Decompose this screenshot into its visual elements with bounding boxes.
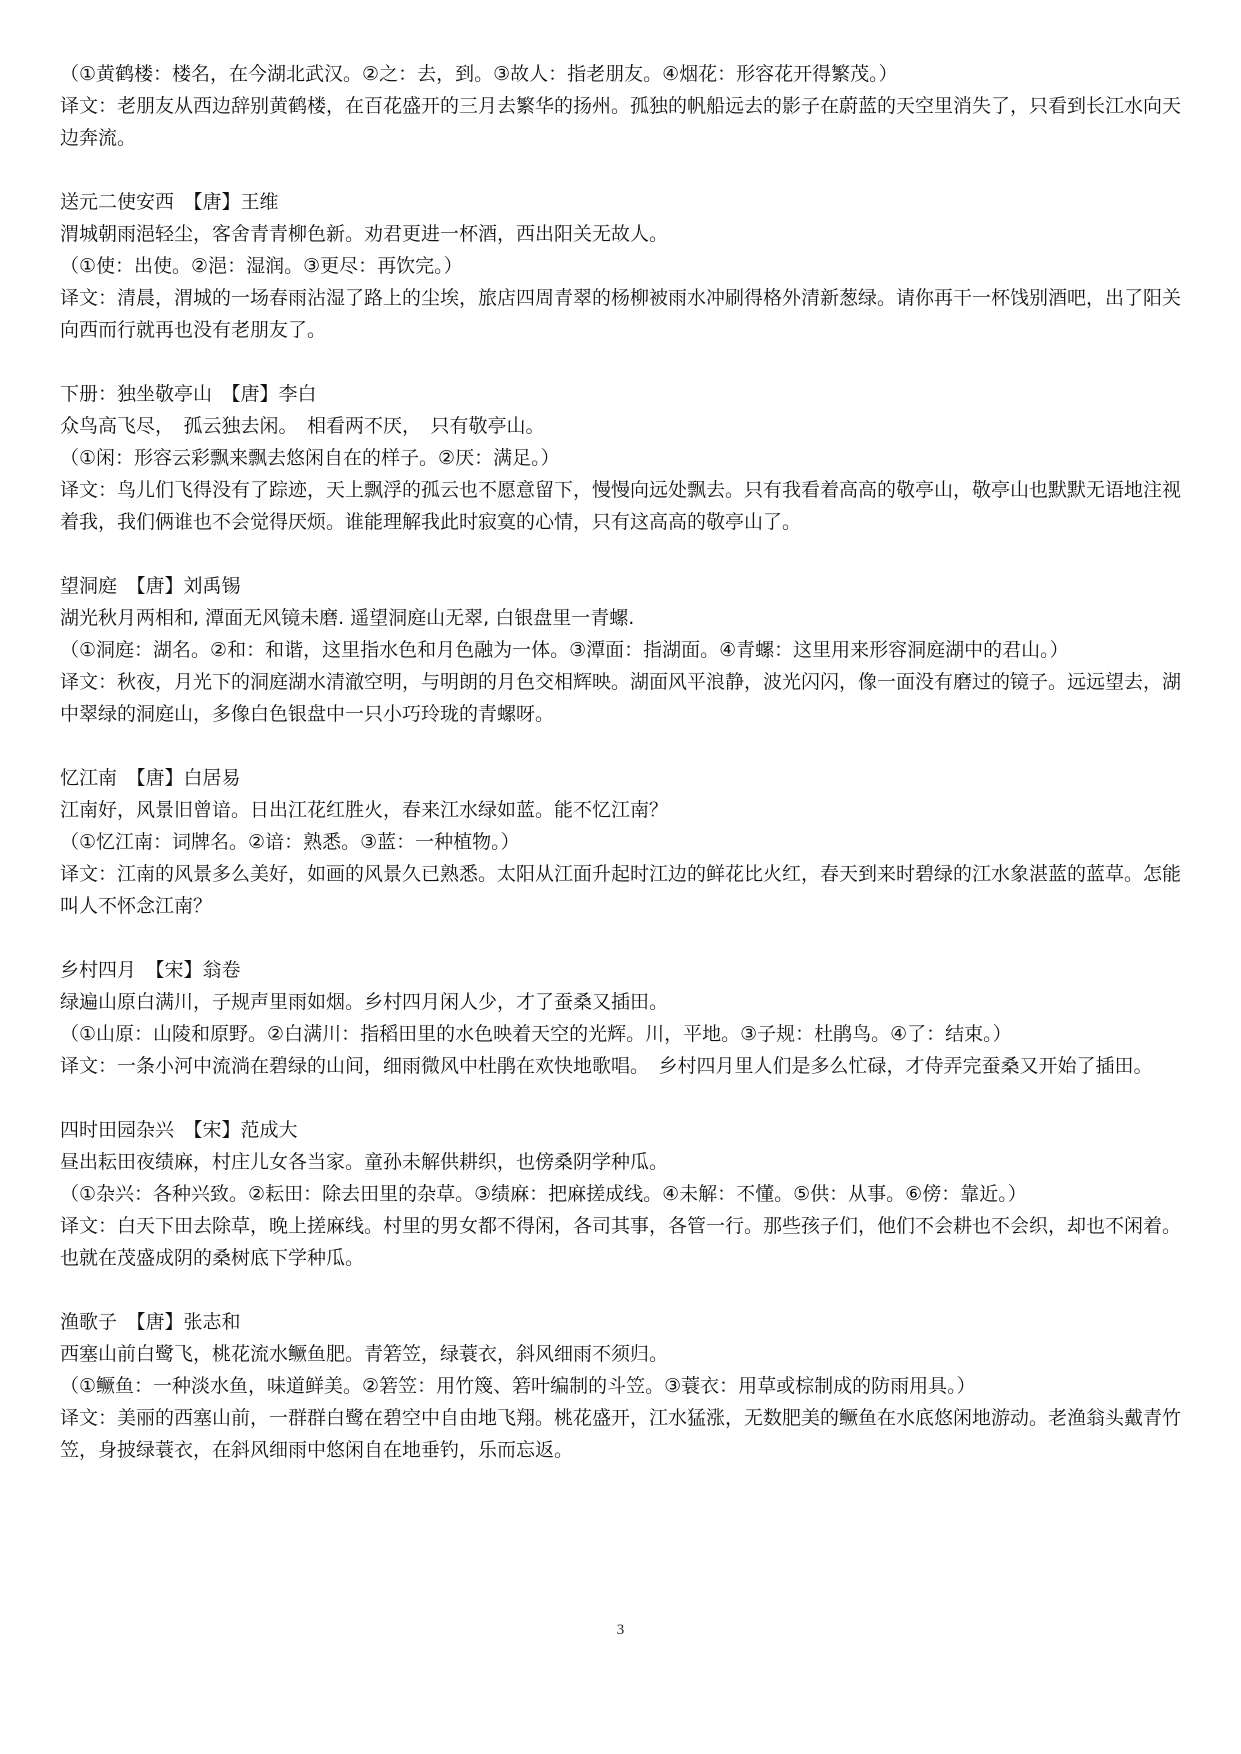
poem-title: 望洞庭 【唐】刘禹锡 xyxy=(60,575,241,597)
poem-notes: （①鳜鱼：一种淡水鱼，味道鲜美。②箬笠：用竹篾、箬叶编制的斗笠。③蓑衣：用草或棕制成的防雨用具。） xyxy=(60,1375,976,1397)
poem-notes: （①洞庭：湖名。②和：和谐，这里指水色和月色融为一体。③潭面：指湖面。④青螺：这里用来形容洞庭湖中的君山。） xyxy=(60,639,1069,661)
document-page xyxy=(60,58,1192,1466)
poem-section xyxy=(60,186,1192,346)
intro-notes: （①黄鹤楼：楼名，在今湖北武汉。②之：去，到。③故人：指老朋友。④烟花：形容花开得繁茂。） xyxy=(60,63,898,85)
intro-section xyxy=(60,58,1192,154)
poem-translation: 译文：美丽的西塞山前，一群群白鹭在碧空中自由地飞翔。桃花盛开，江水猛涨，无数肥美的鳜鱼在水底悠闲地游动。老渔翁头戴青竹笠，身披绿蓑衣，在斜风细雨中悠闲自在地垂钓，乐而忘返。 xyxy=(60,1407,1182,1461)
poem-section xyxy=(60,1306,1192,1466)
poem-title: 渔歌子 【唐】张志和 xyxy=(60,1311,241,1333)
poem-translation: 译文：清晨，渭城的一场春雨沾湿了路上的尘埃，旅店四周青翠的杨柳被雨水冲刷得格外清新葱绿。请你再干一杯饯别酒吧，出了阳关向西而行就再也没有老朋友了。 xyxy=(60,287,1182,341)
poem-translation: 译文：秋夜，月光下的洞庭湖水清澈空明，与明朗的月色交相辉映。湖面风平浪静，波光闪闪，像一面没有磨过的镜子。远远望去，湖中翠绿的洞庭山，多像白色银盘中一只小巧玲珑的青螺呀。 xyxy=(60,671,1182,725)
poem-section xyxy=(60,570,1192,730)
poem-section xyxy=(60,954,1192,1082)
poem-text: 昼出耘田夜绩麻，村庄儿女各当家。童孙未解供耕织，也傍桑阴学种瓜。 xyxy=(60,1151,669,1173)
poem-notes: （①忆江南：词牌名。②谙：熟悉。③蓝：一种植物。） xyxy=(60,831,520,853)
intro-translation: 译文：老朋友从西边辞别黄鹤楼，在百花盛开的三月去繁华的扬州。孤独的帆船远去的影子在蔚蓝的天空里消失了，只看到长江水向天边奔流。 xyxy=(60,95,1182,149)
poem-title: 忆江南 【唐】白居易 xyxy=(60,767,241,789)
poem-text: 江南好，风景旧曾谙。日出江花红胜火，春来江水绿如蓝。能不忆江南？ xyxy=(60,799,669,821)
poem-notes: （①山原：山陵和原野。②白满川：指稻田里的水色映着天空的光辉。川，平地。③子规：杜鹃鸟。④了：结束。） xyxy=(60,1023,1012,1045)
poem-translation: 译文：白天下田去除草，晚上搓麻线。村里的男女都不得闲，各司其事，各管一行。那些孩子们，他们不会耕也不会织，却也不闲着。也就在茂盛成阴的桑树底下学种瓜。 xyxy=(60,1215,1182,1269)
poem-notes: （①使：出使。②浥：湿润。③更尽：再饮完。） xyxy=(60,255,463,277)
poem-text: 西塞山前白鹭飞，桃花流水鳜鱼肥。青箬笠，绿蓑衣，斜风细雨不须归。 xyxy=(60,1343,669,1365)
poem-title: 送元二使安西 【唐】王维 xyxy=(60,191,279,213)
poem-title: 下册：独坐敬亭山 【唐】李白 xyxy=(60,383,317,405)
page-number: 3 xyxy=(616,1622,625,1638)
poem-section xyxy=(60,1114,1192,1274)
poem-notes: （①闲：形容云彩飘来飘去悠闲自在的样子。②厌：满足。） xyxy=(60,447,560,469)
poem-text: 湖光秋月两相和, 潭面无风镜未磨. 遥望洞庭山无翠, 白银盘里一青螺. xyxy=(60,607,635,629)
poem-title: 乡村四月 【宋】翁卷 xyxy=(60,959,241,981)
poem-notes: （①杂兴：各种兴致。②耘田：除去田里的杂草。③绩麻：把麻搓成线。④未解：不懂。⑤供：从事。⑥傍：靠近。） xyxy=(60,1183,1027,1205)
poem-text: 渭城朝雨浥轻尘，客舍青青柳色新。劝君更进一杯酒，西出阳关无故人。 xyxy=(60,223,669,245)
poem-text: 绿遍山原白满川，子规声里雨如烟。乡村四月闲人少，才了蚕桑又插田。 xyxy=(60,991,669,1013)
poem-section xyxy=(60,762,1192,922)
poem-section xyxy=(60,378,1192,538)
poem-translation: 译文：江南的风景多么美好，如画的风景久已熟悉。太阳从江面升起时江边的鲜花比火红，春天到来时碧绿的江水象湛蓝的蓝草。怎能叫人不怀念江南？ xyxy=(60,863,1182,917)
poem-title: 四时田园杂兴 【宋】范成大 xyxy=(60,1119,298,1141)
poem-translation: 译文：鸟儿们飞得没有了踪迹，天上飘浮的孤云也不愿意留下，慢慢向远处飘去。只有我看着高高的敬亭山，敬亭山也默默无语地注视着我，我们俩谁也不会觉得厌烦。谁能理解我此时寂寞的心情，只有这高高的敬亭山了。 xyxy=(60,479,1182,533)
poem-translation: 译文：一条小河中流淌在碧绿的山间，细雨微风中杜鹃在欢快地歌唱。 乡村四月里人们是多么忙碌，才侍弄完蚕桑又开始了插田。 xyxy=(60,1055,1153,1077)
poem-text: 众鸟高飞尽， 孤云独去闲。 相看两不厌， 只有敬亭山。 xyxy=(60,415,545,437)
